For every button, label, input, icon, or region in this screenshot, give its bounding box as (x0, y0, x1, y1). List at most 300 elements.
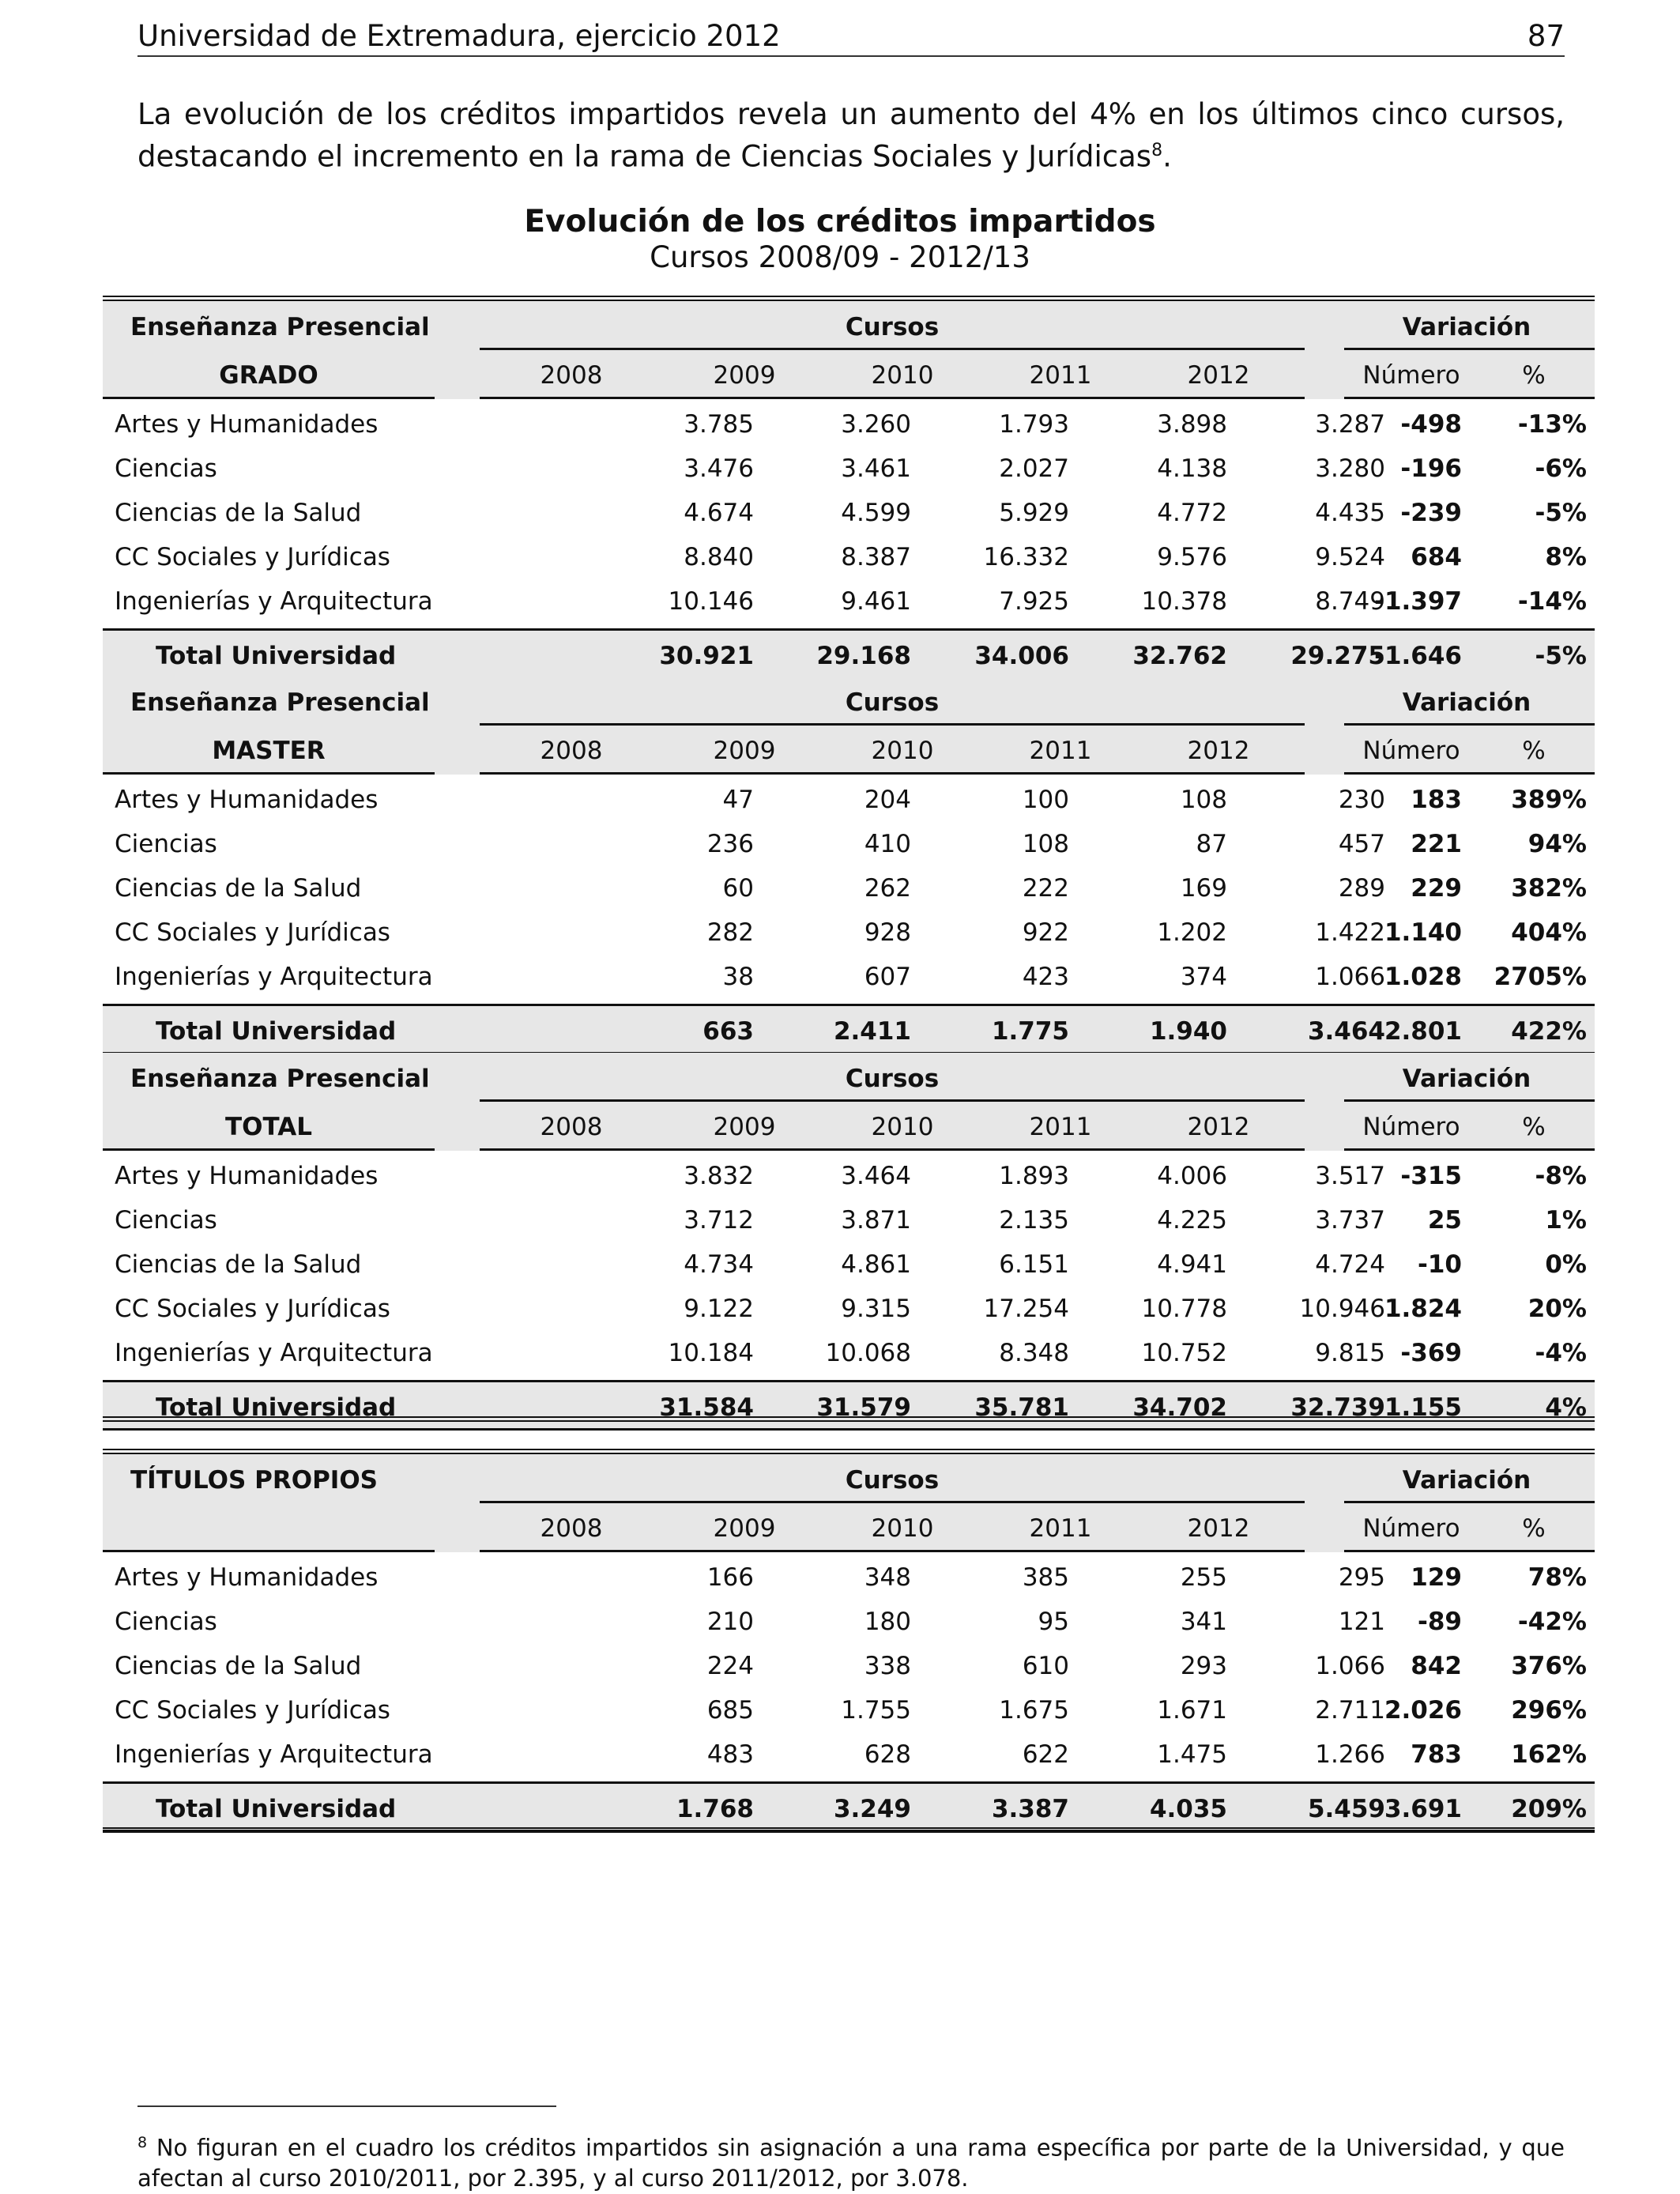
table-row (103, 1154, 1595, 1198)
cell-value: 293 (1180, 1652, 1227, 1680)
intro-paragraph (137, 96, 1565, 175)
variation-percent: 1% (1545, 1206, 1587, 1235)
table-row (103, 1242, 1595, 1287)
cell-value: 607 (864, 963, 911, 991)
table-3 (103, 1454, 1595, 1832)
variacion-heading: Variación (1402, 313, 1531, 341)
year-header: 2011 (1029, 1113, 1092, 1141)
cell-value: 1.671 (1157, 1696, 1227, 1725)
total-row (103, 1380, 1595, 1431)
cell-value: 3.476 (684, 454, 754, 483)
header-bottom-rule (1344, 1550, 1595, 1552)
total-value: 31.584 (659, 1393, 754, 1422)
table-row (103, 1732, 1595, 1777)
cell-value: 1.893 (999, 1162, 1069, 1190)
total-variation-number: 1.155 (1384, 1393, 1462, 1422)
variation-number: 1.140 (1384, 918, 1462, 947)
cell-value: 108 (1022, 830, 1069, 858)
cell-value: 338 (864, 1652, 911, 1680)
page-header (137, 17, 1565, 57)
header-bottom-rule (480, 397, 1305, 399)
variation-percent: 78% (1527, 1563, 1587, 1592)
total-value: 663 (703, 1017, 754, 1046)
variation-number: 183 (1411, 786, 1462, 814)
footnote-separator (137, 2105, 556, 2107)
row-label: Ciencias de la Salud (115, 1652, 362, 1680)
variation-number: -498 (1400, 410, 1462, 439)
year-header-row (103, 1102, 1595, 1151)
total-variation-percent: -5% (1535, 642, 1587, 670)
header-bottom-rule (1344, 1148, 1595, 1151)
cell-value: 10.146 (668, 587, 754, 616)
cell-value: 60 (722, 874, 754, 903)
cell-value: 204 (864, 786, 911, 814)
cell-value: 374 (1180, 963, 1227, 991)
table-subtitle: Cursos 2008/09 - 2012/13 (650, 240, 1030, 274)
year-header: 2010 (871, 1514, 934, 1543)
row-label: CC Sociales y Jurídicas (115, 543, 390, 571)
variation-percent: 162% (1511, 1740, 1587, 1769)
row-label: Ingenierías y Arquitectura (115, 1339, 433, 1367)
total-value: 35.781 (974, 1393, 1069, 1422)
variation-percent: 389% (1511, 786, 1587, 814)
table-header-row (103, 1053, 1595, 1102)
cell-value: 17.254 (983, 1295, 1069, 1323)
variation-percent: 382% (1511, 874, 1587, 903)
pct-header: % (1522, 737, 1546, 765)
section-heading: Enseñanza Presencial (130, 1065, 430, 1093)
table-row (103, 535, 1595, 579)
row-label: CC Sociales y Jurídicas (115, 918, 390, 947)
variation-number: 229 (1411, 874, 1462, 903)
total-label: Total Universidad (156, 1795, 397, 1823)
year-header: 2011 (1029, 737, 1092, 765)
header-bottom-rule (103, 1148, 435, 1151)
table-header-row (103, 1454, 1595, 1503)
cell-value: 16.332 (983, 543, 1069, 571)
cell-value: 1.066 (1315, 1652, 1385, 1680)
year-header-row (103, 1503, 1595, 1552)
row-label: Ciencias (115, 1608, 217, 1636)
variation-number: -196 (1400, 454, 1462, 483)
section-subheading: GRADO (219, 361, 318, 390)
header-bottom-rule (103, 772, 435, 775)
cell-value: 8.387 (841, 543, 911, 571)
cell-value: 38 (722, 963, 754, 991)
cell-value: 262 (864, 874, 911, 903)
year-header: 2010 (871, 361, 934, 390)
cell-value: 9.122 (684, 1295, 754, 1323)
cell-value: 4.674 (684, 499, 754, 527)
cell-value: 4.138 (1157, 454, 1227, 483)
cell-value: 4.435 (1315, 499, 1385, 527)
cell-value: 3.832 (684, 1162, 754, 1190)
section-subheading: MASTER (212, 737, 326, 765)
year-header: 2008 (540, 737, 603, 765)
table-row (103, 402, 1595, 447)
year-header: 2010 (871, 737, 934, 765)
variation-percent: -42% (1517, 1608, 1587, 1636)
variation-percent: -8% (1535, 1162, 1587, 1190)
cell-value: 224 (706, 1652, 754, 1680)
total-label: Total Universidad (156, 1393, 397, 1422)
table-0 (103, 301, 1595, 679)
header-title: Universidad de Extremadura, ejercicio 2012 (137, 19, 781, 53)
header-bottom-rule (103, 397, 435, 399)
variation-number: 129 (1411, 1563, 1462, 1592)
cell-value: 10.946 (1299, 1295, 1385, 1323)
cell-value: 8.348 (999, 1339, 1069, 1367)
numero-header: Número (1362, 737, 1460, 765)
footnote-ref: 8 (1151, 141, 1163, 160)
total-variation-number: 2.801 (1384, 1017, 1462, 1046)
cell-value: 3.898 (1157, 410, 1227, 439)
year-header: 2012 (1187, 1514, 1250, 1543)
variation-number: 842 (1411, 1652, 1462, 1680)
table-header-row (103, 677, 1595, 726)
row-label: Ciencias (115, 1206, 217, 1235)
table-row (103, 866, 1595, 910)
cell-value: 8.749 (1315, 587, 1385, 616)
year-header: 2008 (540, 1113, 603, 1141)
cell-value: 1.422 (1315, 918, 1385, 947)
table-1 (103, 677, 1595, 1054)
total-row (103, 628, 1595, 679)
cell-value: 87 (1196, 830, 1227, 858)
row-label: Ciencias (115, 830, 217, 858)
total-row (103, 1004, 1595, 1054)
cell-value: 7.925 (999, 587, 1069, 616)
cell-value: 236 (706, 830, 754, 858)
variation-percent: 8% (1545, 543, 1587, 571)
header-bottom-rule (480, 1550, 1305, 1552)
variation-number: -239 (1400, 499, 1462, 527)
total-value: 34.006 (974, 642, 1069, 670)
row-label: CC Sociales y Jurídicas (115, 1295, 390, 1323)
cell-value: 423 (1022, 963, 1069, 991)
cell-value: 1.066 (1315, 963, 1385, 991)
total-row (103, 1781, 1595, 1832)
cell-value: 2.135 (999, 1206, 1069, 1235)
cell-value: 3.464 (841, 1162, 911, 1190)
total-variation-number: 3.691 (1384, 1795, 1462, 1823)
cell-value: 4.861 (841, 1250, 911, 1279)
pct-header: % (1522, 1113, 1546, 1141)
cell-value: 4.941 (1157, 1250, 1227, 1279)
total-value: 32.739 (1290, 1393, 1385, 1422)
cell-value: 108 (1180, 786, 1227, 814)
table-row (103, 491, 1595, 535)
year-header: 2008 (540, 361, 603, 390)
total-value: 30.921 (659, 642, 754, 670)
cell-value: 3.737 (1315, 1206, 1385, 1235)
variation-percent: 94% (1527, 830, 1587, 858)
cell-value: 1.475 (1157, 1740, 1227, 1769)
row-label: Ingenierías y Arquitectura (115, 963, 433, 991)
row-label: Artes y Humanidades (115, 1563, 379, 1592)
pct-header: % (1522, 361, 1546, 390)
variation-percent: -4% (1535, 1339, 1587, 1367)
year-header: 2011 (1029, 361, 1092, 390)
year-header: 2012 (1187, 361, 1250, 390)
cell-value: 685 (706, 1696, 754, 1725)
total-variation-percent: 209% (1511, 1795, 1587, 1823)
cell-value: 3.260 (841, 410, 911, 439)
footnote-number: 8 (137, 2134, 148, 2151)
row-label: Ciencias de la Salud (115, 499, 362, 527)
variation-percent: 20% (1527, 1295, 1587, 1323)
pct-header: % (1522, 1514, 1546, 1543)
cursos-heading: Cursos (845, 1065, 940, 1093)
cell-value: 1.675 (999, 1696, 1069, 1725)
cell-value: 622 (1022, 1740, 1069, 1769)
variacion-heading: Variación (1402, 688, 1531, 717)
cell-value: 3.871 (841, 1206, 911, 1235)
total-value: 29.275 (1290, 642, 1385, 670)
header-bottom-rule (1344, 772, 1595, 775)
cell-value: 210 (706, 1608, 754, 1636)
intro-end: . (1162, 139, 1172, 174)
cell-value: 3.517 (1315, 1162, 1385, 1190)
table-row (103, 1287, 1595, 1331)
table-header-row (103, 301, 1595, 350)
variation-number: 1.028 (1384, 963, 1462, 991)
footnote (137, 2128, 1565, 2193)
cell-value: 2.711 (1315, 1696, 1385, 1725)
cell-value: 922 (1022, 918, 1069, 947)
total-variation-percent: 422% (1511, 1017, 1587, 1046)
variation-number: -1.397 (1374, 587, 1462, 616)
variation-number: -315 (1400, 1162, 1462, 1190)
table-bottom-rule (103, 1416, 1595, 1422)
cell-value: 10.752 (1141, 1339, 1227, 1367)
table-top-rule (103, 1449, 1595, 1454)
cell-value: 9.524 (1315, 543, 1385, 571)
total-value: 32.762 (1132, 642, 1227, 670)
cell-value: 10.778 (1141, 1295, 1227, 1323)
header-bottom-rule (480, 1148, 1305, 1151)
table-row (103, 955, 1595, 999)
variation-number: 2.026 (1384, 1696, 1462, 1725)
total-label: Total Universidad (156, 642, 397, 670)
row-label: Ciencias (115, 454, 217, 483)
cell-value: 9.461 (841, 587, 911, 616)
row-label: Artes y Humanidades (115, 786, 379, 814)
cell-value: 10.068 (825, 1339, 911, 1367)
year-header: 2010 (871, 1113, 934, 1141)
variation-number: -369 (1400, 1339, 1462, 1367)
cursos-heading: Cursos (845, 313, 940, 341)
table-row (103, 822, 1595, 866)
cell-value: 295 (1338, 1563, 1385, 1592)
footnote-text: No figuran en el cuadro los créditos impartidos sin asignación a una rama específica por parte de la Universidad, y que afectan al curso 2010/2011, por 2.395, y al curso 2011/2012, por 3.078. (137, 2134, 1565, 2192)
cell-value: 3.461 (841, 454, 911, 483)
cell-value: 4.006 (1157, 1162, 1227, 1190)
variation-number: 783 (1411, 1740, 1462, 1769)
cursos-heading: Cursos (845, 688, 940, 717)
variation-number: 221 (1411, 830, 1462, 858)
cell-value: 628 (864, 1740, 911, 1769)
row-label: Ingenierías y Arquitectura (115, 587, 433, 616)
cell-value: 1.266 (1315, 1740, 1385, 1769)
header-bottom-rule (103, 1550, 435, 1552)
total-value: 3.464 (1307, 1017, 1385, 1046)
cell-value: 9.315 (841, 1295, 911, 1323)
variation-percent: -6% (1535, 454, 1587, 483)
variation-percent: 2705% (1494, 963, 1587, 991)
year-header: 2009 (713, 737, 776, 765)
table-row (103, 1331, 1595, 1375)
cell-value: 222 (1022, 874, 1069, 903)
numero-header: Número (1362, 361, 1460, 390)
cell-value: 3.785 (684, 410, 754, 439)
cell-value: 4.599 (841, 499, 911, 527)
cell-value: 10.184 (668, 1339, 754, 1367)
intro-text: La evolución de los créditos impartidos revela un aumento del 4% en los últimos cinco cursos, destacando el incremento en la rama de Ciencias Sociales y Jurídicas (137, 97, 1565, 174)
cell-value: 289 (1338, 874, 1385, 903)
cell-value: 4.724 (1315, 1250, 1385, 1279)
table-row (103, 1600, 1595, 1644)
table-row (103, 1688, 1595, 1732)
variation-percent: -5% (1535, 499, 1587, 527)
table-row (103, 447, 1595, 491)
numero-header: Número (1362, 1113, 1460, 1141)
year-header: 2009 (713, 1514, 776, 1543)
cell-value: 166 (706, 1563, 754, 1592)
total-variation-percent: 4% (1545, 1393, 1587, 1422)
year-header: 2012 (1187, 737, 1250, 765)
year-header: 2009 (713, 1113, 776, 1141)
cell-value: 1.202 (1157, 918, 1227, 947)
variacion-heading: Variación (1402, 1065, 1531, 1093)
year-header-row (103, 726, 1595, 775)
total-value: 31.579 (816, 1393, 911, 1422)
cell-value: 1.793 (999, 410, 1069, 439)
cell-value: 6.151 (999, 1250, 1069, 1279)
variation-number: -10 (1417, 1250, 1462, 1279)
table-row (103, 778, 1595, 822)
year-header: 2009 (713, 361, 776, 390)
section-heading: Enseñanza Presencial (130, 313, 430, 341)
year-header-row (103, 350, 1595, 399)
variacion-heading: Variación (1402, 1466, 1531, 1495)
variation-percent: 0% (1545, 1250, 1587, 1279)
cell-value: 9.576 (1157, 543, 1227, 571)
table-2 (103, 1053, 1595, 1431)
table-row (103, 1644, 1595, 1688)
total-value: 3.387 (991, 1795, 1069, 1823)
table-bottom-rule (103, 1827, 1595, 1833)
cell-value: 8.840 (684, 543, 754, 571)
total-value: 34.702 (1132, 1393, 1227, 1422)
variation-number: 25 (1427, 1206, 1462, 1235)
cell-value: 341 (1180, 1608, 1227, 1636)
row-label: Artes y Humanidades (115, 1162, 379, 1190)
cell-value: 3.712 (684, 1206, 754, 1235)
cell-value: 348 (864, 1563, 911, 1592)
total-variation-number: -1.646 (1374, 642, 1462, 670)
cell-value: 2.027 (999, 454, 1069, 483)
header-bottom-rule (480, 772, 1305, 775)
total-value: 1.775 (991, 1017, 1069, 1046)
cell-value: 610 (1022, 1652, 1069, 1680)
row-label: Artes y Humanidades (115, 410, 379, 439)
cell-value: 95 (1038, 1608, 1069, 1636)
total-value: 4.035 (1149, 1795, 1227, 1823)
variation-percent: 296% (1511, 1696, 1587, 1725)
variation-number: 1.824 (1384, 1295, 1462, 1323)
year-header: 2012 (1187, 1113, 1250, 1141)
cell-value: 4.734 (684, 1250, 754, 1279)
page-number: 87 (1527, 19, 1565, 53)
cell-value: 410 (864, 830, 911, 858)
variation-percent: 404% (1511, 918, 1587, 947)
row-label: Ingenierías y Arquitectura (115, 1740, 433, 1769)
cell-value: 180 (864, 1608, 911, 1636)
table-row (103, 1198, 1595, 1242)
cell-value: 5.929 (999, 499, 1069, 527)
cell-value: 483 (706, 1740, 754, 1769)
cell-value: 230 (1338, 786, 1385, 814)
total-value: 5.459 (1307, 1795, 1385, 1823)
cell-value: 255 (1180, 1563, 1227, 1592)
cell-value: 4.772 (1157, 499, 1227, 527)
variation-percent: -13% (1517, 410, 1587, 439)
cell-value: 4.225 (1157, 1206, 1227, 1235)
cell-value: 47 (722, 786, 754, 814)
table-row (103, 1555, 1595, 1600)
row-label: CC Sociales y Jurídicas (115, 1696, 390, 1725)
cell-value: 10.378 (1141, 587, 1227, 616)
cell-value: 100 (1022, 786, 1069, 814)
table-row (103, 910, 1595, 955)
row-label: Ciencias de la Salud (115, 1250, 362, 1279)
year-header: 2008 (540, 1514, 603, 1543)
cell-value: 928 (864, 918, 911, 947)
cell-value: 282 (706, 918, 754, 947)
variation-percent: -14% (1517, 587, 1587, 616)
row-label: Ciencias de la Salud (115, 874, 362, 903)
cell-value: 3.287 (1315, 410, 1385, 439)
total-value: 29.168 (816, 642, 911, 670)
cell-value: 3.280 (1315, 454, 1385, 483)
variation-number: 684 (1411, 543, 1462, 571)
total-value: 2.411 (833, 1017, 911, 1046)
variation-number: -89 (1417, 1608, 1462, 1636)
total-value: 1.940 (1149, 1017, 1227, 1046)
cell-value: 9.815 (1315, 1339, 1385, 1367)
cell-value: 121 (1338, 1608, 1385, 1636)
cell-value: 385 (1022, 1563, 1069, 1592)
cell-value: 1.755 (841, 1696, 911, 1725)
numero-header: Número (1362, 1514, 1460, 1543)
section-heading: TÍTULOS PROPIOS (130, 1466, 378, 1495)
total-value: 1.768 (676, 1795, 754, 1823)
table-top-rule (103, 296, 1595, 301)
cell-value: 457 (1338, 830, 1385, 858)
section-subheading: TOTAL (225, 1113, 312, 1141)
table-row (103, 579, 1595, 624)
section-heading: Enseñanza Presencial (130, 688, 430, 717)
total-value: 3.249 (833, 1795, 911, 1823)
table-title: Evolución de los créditos impartidos (524, 204, 1156, 239)
year-header: 2011 (1029, 1514, 1092, 1543)
header-bottom-rule (1344, 397, 1595, 399)
total-label: Total Universidad (156, 1017, 397, 1046)
cursos-heading: Cursos (845, 1466, 940, 1495)
variation-percent: 376% (1511, 1652, 1587, 1680)
cell-value: 169 (1180, 874, 1227, 903)
